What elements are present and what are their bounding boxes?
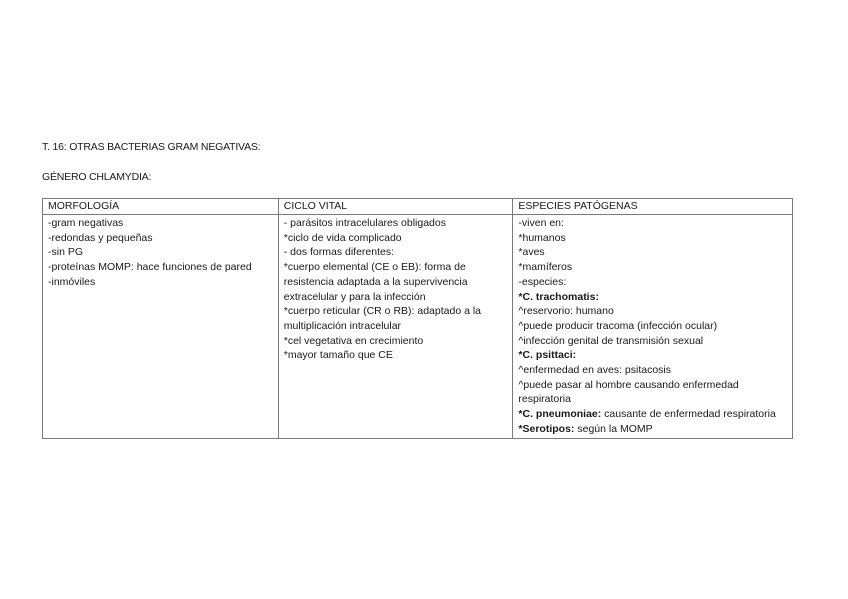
serotipos-desc: según la MOMP xyxy=(574,422,653,435)
list-item: -proteínas MOMP: hace funciones de pared xyxy=(48,261,252,274)
list-item: *cuerpo reticular (CR o RB): adaptado a la multiplicación intracelular xyxy=(283,305,481,332)
header-morfologia: MORFOLOGÍA xyxy=(43,199,279,215)
list-item: ^enfermedad en aves: psitacosis xyxy=(518,364,672,377)
list-item: ^puede producir tracoma (infección ocular) xyxy=(518,319,718,332)
list-item: *aves xyxy=(518,246,545,259)
cell-ciclo-vital xyxy=(278,215,513,439)
section-title: GÉNERO CHLAMYDIA: xyxy=(42,171,152,183)
species-heading-psittaci: *C. psittaci: xyxy=(518,349,577,362)
list-item: *mamíferos xyxy=(518,261,573,274)
list-item: ^infección genital de transmisión sexual xyxy=(518,334,704,347)
species-pneumoniae-desc: causante de enfermedad respiratoria xyxy=(601,408,776,421)
header-ciclo-vital: CICLO VITAL xyxy=(278,199,513,215)
list-item: -sin PG xyxy=(48,246,84,259)
list-item: - dos formas diferentes: xyxy=(283,246,395,259)
cell-especies-patogenas xyxy=(513,215,793,439)
species-heading-pneumoniae: *C. pneumoniae: xyxy=(518,408,602,421)
list-item: *cuerpo elemental (CE o EB): forma de resistencia adaptada a la supervivencia extracelular y para la infección xyxy=(283,261,468,303)
list-item: -gram negativas xyxy=(48,217,124,229)
list-item: ^reservorio: humano xyxy=(518,305,614,318)
table-row xyxy=(43,215,793,439)
serotipos-label: *Serotipos: xyxy=(518,422,575,435)
list-item: - parásitos intracelulares obligados xyxy=(283,217,446,229)
list-item: -viven en: xyxy=(518,217,564,229)
list-item: -especies: xyxy=(518,275,567,288)
serotipos xyxy=(518,422,787,437)
list-item: *ciclo de vida complicado xyxy=(283,231,402,244)
list-item: -redondas y pequeñas xyxy=(48,231,153,244)
list-item: *mayor tamaño que CE xyxy=(283,349,393,362)
header-especies-patogenas: ESPECIES PATÓGENAS xyxy=(513,199,793,215)
cell-morfologia xyxy=(43,215,279,439)
species-pneumoniae xyxy=(518,407,787,422)
table-header-row xyxy=(43,199,793,215)
chlamydia-table xyxy=(42,198,793,439)
species-heading-trachomatis: *C. trachomatis: xyxy=(518,290,599,303)
list-item: *humanos xyxy=(518,231,566,244)
document-title: T. 16: OTRAS BACTERIAS GRAM NEGATIVAS: xyxy=(42,141,261,153)
list-item: -inmóviles xyxy=(48,275,96,288)
list-item: ^puede pasar al hombre causando enfermedad respiratoria xyxy=(518,378,739,406)
list-item: *cel vegetativa en crecimiento xyxy=(283,334,424,347)
